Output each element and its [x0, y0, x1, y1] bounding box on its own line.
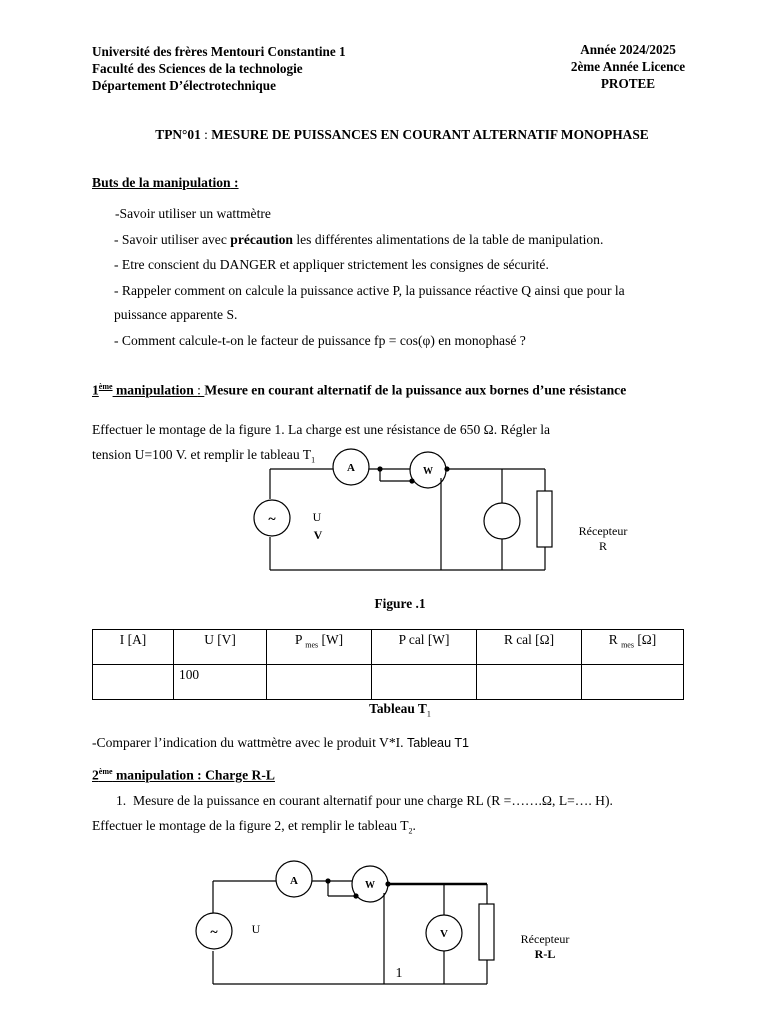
node-2b — [385, 881, 390, 886]
goal-item-4a: - Rappeler comment on calcule la puissance active P, la puissance réactive Q ainsi que pour la — [114, 283, 625, 298]
voltage-2-u-label: U — [251, 922, 261, 936]
manip1-sup: ème — [98, 382, 113, 391]
page-number: 1 — [395, 966, 403, 981]
title-sep: : — [200, 127, 212, 142]
goal-item-2-bold: précaution — [230, 232, 293, 247]
wattmeter-2-label: W — [365, 880, 375, 891]
node-2c — [353, 893, 358, 898]
wattmeter-1-label: W — [423, 466, 433, 477]
manip1-num: 1 — [92, 382, 99, 398]
program-name: PROTEE — [600, 76, 656, 91]
ammeter-1-label: A — [347, 462, 355, 474]
manip1-text2-sub: 1 — [311, 455, 316, 465]
voltage-1-v-label: V — [313, 528, 323, 542]
manip2-sup: ème — [98, 767, 113, 776]
load-2-label: Récepteur — [520, 932, 570, 946]
manip2-num: 2 — [92, 767, 99, 783]
manip1-text2: tension U=100 V. et remplir le tableau T — [92, 447, 312, 462]
goal-item-4b: puissance apparente S. — [114, 307, 238, 322]
compare-table-ref: Tableau T1 — [406, 736, 470, 750]
compare-text: -Comparer l’indication du wattmètre avec le produit V*I. — [92, 735, 407, 750]
table-1-caption-text: Tableau T — [369, 701, 427, 716]
department-name: Département D’électrotechnique — [92, 78, 276, 93]
header-sub: mes — [305, 640, 319, 650]
load-2-rl-label: R-L — [534, 947, 556, 961]
header-main: P cal [W] — [398, 632, 450, 647]
manip2-title: manipulation : Charge R-L — [112, 767, 275, 783]
load-1-label: Récepteur — [578, 524, 628, 538]
header-main: I [A] — [119, 632, 147, 647]
academic-year: Année 2024/2025 — [580, 42, 676, 57]
manip2-item-text: Mesure de la puissance en courant alternatif pour une charge RL (R =…….Ω, L=…. H). — [133, 793, 613, 808]
manip1-colon: : — [197, 382, 205, 398]
manip2-item-num: 1. — [116, 793, 127, 808]
header-main: R cal [Ω] — [503, 632, 555, 647]
goals-heading-colon: : — [230, 175, 239, 190]
node-2a — [325, 878, 330, 883]
title-label: TPN°01 — [155, 127, 201, 142]
goal-item-2-c: les différentes alimentations de la table de manipulation. — [292, 232, 604, 247]
university-name: Université des frères Mentouri Constantine 1 — [92, 44, 346, 59]
header-main: P — [294, 632, 306, 647]
header-main: U [V] — [204, 632, 236, 647]
header-unit: [W] — [318, 632, 344, 647]
title-text: MESURE DE PUISSANCES EN COURANT ALTERNATIF MONOPHASE — [211, 127, 649, 142]
figure-1-caption: Figure .1 — [374, 596, 426, 611]
voltage-1-u-label: U — [312, 510, 322, 524]
voltmeter-2-label: V — [440, 928, 448, 940]
study-level: 2ème Année Licence — [570, 59, 686, 74]
table-cell-u[interactable]: 100 — [174, 665, 267, 700]
manip1-title: Mesure en courant alternatif de la puissance aux bornes d’une résistance — [204, 382, 627, 398]
source-2-label: ~ — [210, 925, 218, 940]
header-sub: mes — [621, 640, 634, 650]
header-unit: [Ω] — [633, 632, 657, 647]
goal-item-3: - Etre conscient du DANGER et appliquer strictement les consignes de sécurité. — [114, 257, 549, 272]
header-main: R — [608, 632, 622, 647]
resistor-2 — [479, 904, 494, 960]
table-1-caption-sub: 1 — [426, 709, 431, 719]
goals-heading-text: Buts de la manipulation — [92, 175, 231, 190]
faculty-name: Faculté des Sciences de la technologie — [92, 61, 303, 76]
goal-item-2-a: - Savoir utiliser avec — [114, 232, 231, 247]
manip2-text2: Effectuer le montage de la figure 2, et remplir le tableau T — [92, 818, 409, 833]
manip2-text2-sub: 2 — [408, 826, 413, 836]
goal-item-5: - Comment calcule-t-on le facteur de puissance fp = cos(φ) en monophasé ? — [114, 333, 526, 348]
manip1-word: manipulation — [112, 382, 198, 398]
source-1-label: ~ — [268, 512, 276, 527]
load-1-r-label: R — [598, 539, 608, 553]
manip1-text-line1: Effectuer le montage de la figure 1. La charge est une résistance de 650 Ω. Régler la — [92, 422, 550, 437]
goal-item-1: -Savoir utiliser un wattmètre — [115, 206, 271, 221]
ammeter-2-label: A — [290, 875, 298, 887]
manip2-text2-end: . — [412, 818, 416, 833]
